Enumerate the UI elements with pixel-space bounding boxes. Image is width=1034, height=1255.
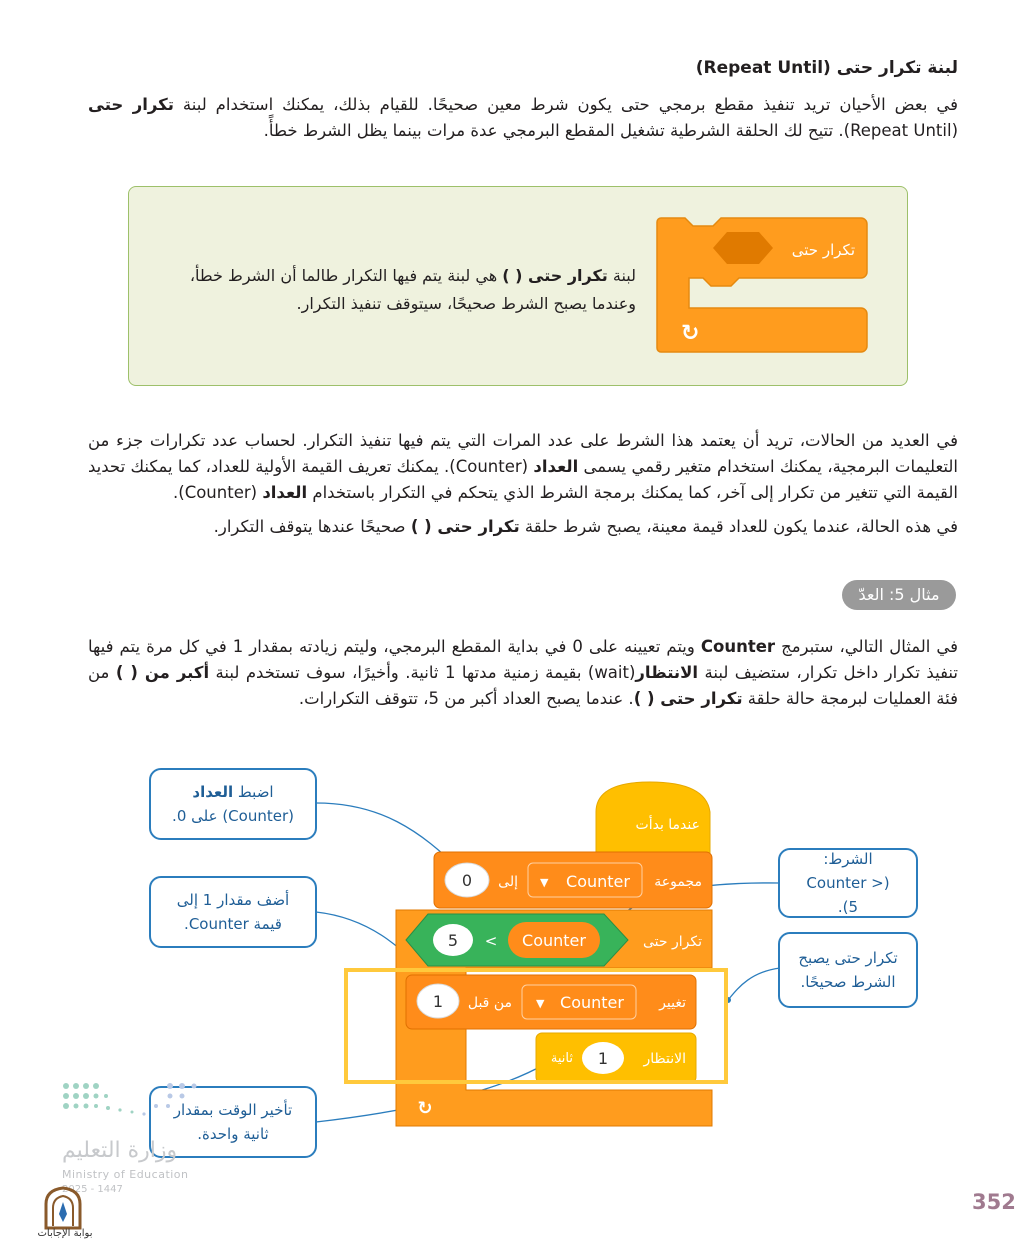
text-span: في هذه الحالة، عندما يكون للعداد قيمة معينة، يصبح شرط حلقة (519, 517, 958, 536)
change-by-label: من قبل (467, 995, 512, 1011)
wait-block-label: الانتظار (643, 1051, 686, 1067)
block-label-repeat-until: تكرار حتى (791, 241, 855, 259)
counter-dropdown-label: Counter (560, 993, 624, 1012)
text-span: في العديد من الحالات، تريد أن يعتمد هذا الشرط على عدد المرات التي يتم فيها تنفيذ التكرار. لحساب عدد تكرارات جزء من التعليمات البرمجية، يمكنك استخدام متغير رقمي يسمى (88, 431, 958, 476)
bold-term: تكرار حتى (88, 95, 174, 114)
counter-reporter-label: Counter (522, 931, 586, 950)
text-span: (wait) بقيمة زمنية مدتها 1 ثانية. وأخيرًا، سوف تستخدم لبنة (209, 663, 636, 682)
text-span: هي لبنة يتم فيها التكرار طالما أن الشرط خطأ، وعندما يصبح الشرط صحيحًا، سيتوقف تنفيذ التكرار. (189, 266, 636, 313)
callout-loop: تكرار حتى يصبح الشرط صحيحًا. (778, 932, 918, 1008)
text-span: اضبط (233, 783, 274, 801)
set-block-label: مجموعة (654, 874, 702, 890)
section-heading: لبنة تكرار حتى (Repeat Until) (695, 58, 958, 78)
connector-line (728, 968, 780, 1000)
text-span: (Counter). (173, 483, 263, 502)
portal-name: بوابة الإجابات (37, 1228, 93, 1239)
ministry-name-english: Ministry of Education (62, 1168, 189, 1181)
change-value-text: 1 (432, 992, 444, 1011)
callout-delay: تأخير الوقت بمقدار ثانية واحدة. (149, 1086, 317, 1158)
bold-term: العداد (192, 783, 234, 801)
set-value-text: 0 (461, 871, 473, 890)
wait-unit-label: ثانية (550, 1051, 573, 1066)
compare-value-text: 5 (447, 931, 459, 950)
text-span: (Counter) على 0. (172, 807, 294, 825)
wait-value-text: 1 (597, 1049, 609, 1068)
set-to-label: إلى (498, 874, 518, 890)
portal-logo (40, 1186, 86, 1230)
loop-arrow-icon: ↻ (417, 1098, 433, 1119)
bold-term: أكبر من ( ) (115, 663, 210, 682)
callout-set-counter (149, 768, 317, 840)
text-span: ويتم تعيينه على 0 في بداية المقطع البرمجي، وليتم زيادته بمقدار 1 في كل مرة يتم فيها تنفيذ تكرار داخل تكرار، ستضيف لبنة (88, 637, 958, 682)
text-span: في المثال التالي، ستبرمج (775, 637, 959, 656)
repeat-until-label: تكرار حتى (642, 934, 702, 950)
bold-term: العداد (262, 483, 308, 502)
ministry-year: 2025 - 1447 (62, 1184, 123, 1195)
bold-term: العداد (533, 457, 579, 476)
bold-term: Counter (700, 637, 776, 656)
callout-condition: الشرط: (Counter > 5). (778, 848, 918, 918)
hat-block-label: عندما بدأت (635, 817, 700, 833)
loop-arrow-icon: ↻ (681, 321, 700, 346)
ministry-name-arabic: وزارة التعليم (62, 1138, 178, 1163)
bold-term: الانتظار (635, 663, 699, 682)
bold-term: تكرار حتى ( ) (633, 689, 743, 708)
text-span: . عندما يصبح العداد أكبر من 5، تتوقف التكرارات. (298, 689, 634, 708)
text-span: صحيحًا عندها يتوقف التكرار. (213, 517, 411, 536)
text-span: في بعض الأحيان تريد تنفيذ مقطع برمجي حتى يكون شرط معين صحيحًا. للقيام بذلك، يمكنك استخدام لبنة (173, 95, 958, 114)
bold-term: تكرار حتى ( ) (410, 517, 520, 536)
example-label: مثال 5: العدّ (842, 580, 956, 610)
text-span: من فئة العمليات لبرمجة حالة حلقة (88, 663, 958, 708)
text-span: (Repeat Until). تتيح لك الحلقة الشرطية تشغيل المقطع البرمجي عدة مرات بينما يظل الشرط خطأً. (263, 121, 958, 140)
text-span: (Counter). يمكنك تعريف القيمة الأولية للعداد، كما يمكنك تحديد القيمة التي تتغير من تكرار إلى آخر، كما يمكنك برمجة الشرط الذي يتحكم في التكرار باستخدام (88, 457, 958, 502)
chevron-down-icon: ▼ (540, 876, 549, 889)
bold-term: تكرار حتى ( ) (502, 266, 608, 285)
counter-dropdown-label: Counter (566, 872, 630, 891)
page-number: 352 (972, 1190, 1016, 1214)
chevron-down-icon: ▼ (536, 997, 545, 1010)
change-block-label: تغيير (659, 995, 686, 1011)
ministry-logo (60, 1080, 200, 1130)
compare-operator: < (484, 932, 498, 950)
text-span: لبنة (607, 266, 636, 285)
callout-add-one: أضف مقدار 1 إلى قيمة Counter. (149, 876, 317, 948)
